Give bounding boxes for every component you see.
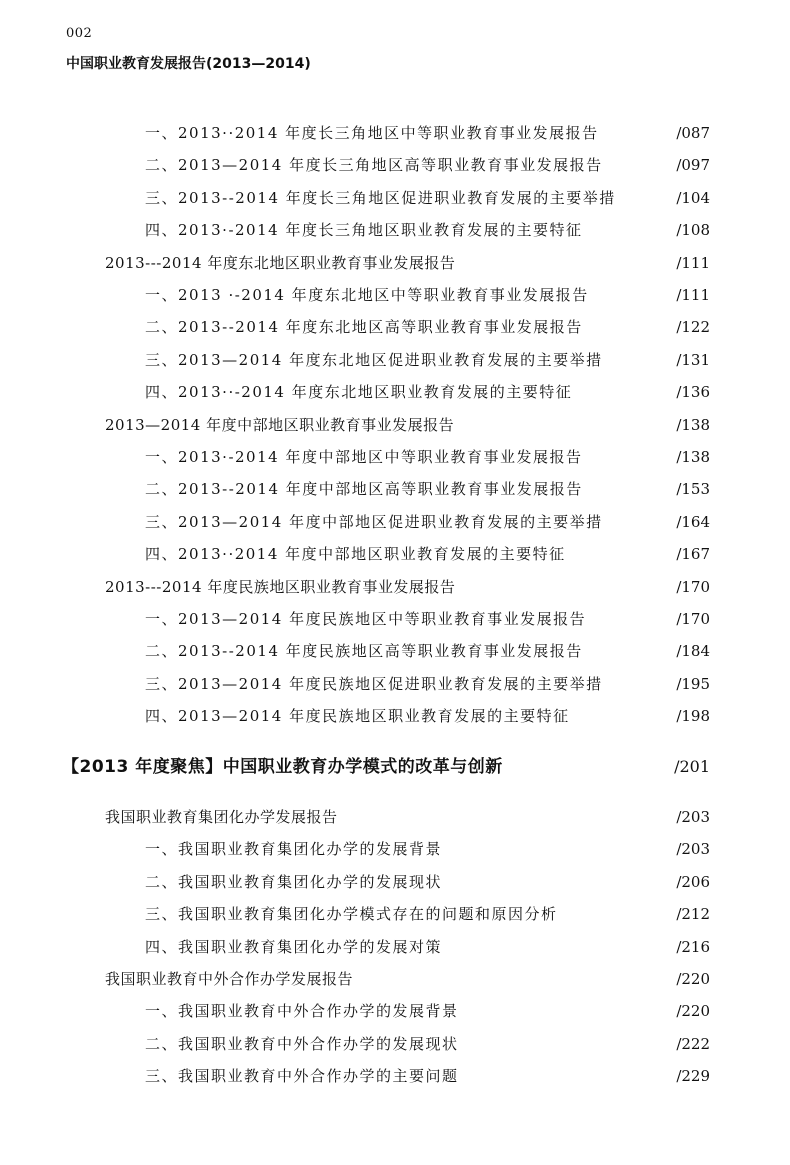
toc-entry [0, 752, 790, 782]
toc-entry [0, 410, 790, 440]
toc-entry [0, 996, 790, 1026]
toc-entry-page: /206 [676, 872, 710, 891]
toc-entry-title: 二、我国职业教育集团化办学的发展现状 [145, 872, 443, 891]
toc-entry-page: /184 [676, 642, 710, 661]
toc-entry [0, 118, 790, 148]
toc-entry-title: 一、我国职业教育集团化办学的发展背景 [145, 840, 443, 859]
toc-entry-title: 一、2013—2014 年度民族地区中等职业教育事业发展报告 [145, 610, 587, 628]
toc-entry-page: /087 [676, 124, 710, 142]
toc-entry-title: 三、2013—2014 年度中部地区促进职业教育发展的主要举措 [145, 512, 603, 531]
toc-entry [0, 604, 790, 634]
toc-entry-page: /170 [676, 577, 710, 596]
toc-entry [0, 802, 790, 832]
toc-entry-page: /167 [676, 545, 710, 564]
toc-entry [0, 669, 790, 699]
toc-entry-page: /138 [676, 415, 710, 434]
toc-entry-title: 一、我国职业教育中外合作办学的发展背景 [145, 1002, 459, 1021]
toc-entry [0, 867, 790, 897]
toc-entry [0, 442, 790, 472]
toc-entry [0, 701, 790, 731]
toc-entry [0, 150, 790, 180]
toc-entry-page: /212 [676, 905, 710, 924]
toc-entry-title: 三、2013--2014 年度长三角地区促进职业教育发展的主要举措 [145, 188, 616, 207]
toc-entry-title: 四、2013··2014 年度中部地区职业教育发展的主要特征 [145, 545, 566, 564]
toc-entry [0, 377, 790, 407]
toc-entry-page: /201 [674, 756, 710, 776]
toc-entry-page: /195 [676, 674, 710, 693]
toc-entry-title: 四、2013·-2014 年度长三角地区职业教育发展的主要特征 [145, 221, 583, 240]
toc-entry-title: 一、2013 ·-2014 年度东北地区中等职业教育事业发展报告 [145, 286, 589, 304]
toc-entry-title: 2013---2014 年度东北地区职业教育事业发展报告 [105, 253, 456, 272]
toc-entry [0, 474, 790, 504]
toc-entry-title: 二、2013--2014 年度中部地区高等职业教育事业发展报告 [145, 480, 583, 499]
toc-entry-title: 四、2013··-2014 年度东北地区职业教育发展的主要特征 [145, 383, 573, 402]
toc-entry-title: 二、2013—2014 年度长三角地区高等职业教育事业发展报告 [145, 156, 603, 175]
toc-entry-title: 四、2013—2014 年度民族地区职业教育发展的主要特征 [145, 707, 570, 726]
toc-entry-title: 二、2013--2014 年度民族地区高等职业教育事业发展报告 [145, 642, 583, 661]
toc-entry-page: /104 [676, 188, 710, 207]
toc-entry-page: /203 [676, 840, 710, 859]
toc-entry-title: 三、2013—2014 年度民族地区促进职业教育发展的主要举措 [145, 674, 603, 693]
toc-entry [0, 215, 790, 245]
toc-entry-title: 一、2013··2014 年度长三角地区中等职业教育事业发展报告 [145, 124, 599, 142]
toc-entry [0, 312, 790, 342]
toc-entry-title: 四、我国职业教育集团化办学的发展对策 [145, 937, 443, 956]
toc-entry-title: 一、2013·-2014 年度中部地区中等职业教育事业发展报告 [145, 448, 583, 466]
toc-entry-title: 我国职业教育集团化办学发展报告 [105, 808, 338, 826]
toc-entry [0, 1061, 790, 1091]
toc-entry-page: /198 [676, 707, 710, 726]
toc-entry-title: 三、我国职业教育集团化办学模式存在的问题和原因分析 [145, 905, 558, 924]
toc-entry-title: 2013—2014 年度中部地区职业教育事业发展报告 [105, 415, 455, 434]
toc-entry [0, 345, 790, 375]
toc-entry [0, 834, 790, 864]
toc-entry [0, 636, 790, 666]
toc-entry [0, 899, 790, 929]
toc-entry [0, 280, 790, 310]
toc-entry-page: /220 [676, 970, 710, 988]
toc-entry [0, 507, 790, 537]
toc-entry-page: /170 [676, 610, 710, 628]
toc-entry-title: 【2013 年度聚焦】中国职业教育办学模式的改革与创新 [62, 756, 503, 777]
running-header: 中国职业教育发展报告(2013—2014) [66, 56, 311, 72]
toc-entry-title: 2013---2014 年度民族地区职业教育事业发展报告 [105, 577, 456, 596]
toc-entry-page: /229 [676, 1067, 710, 1086]
toc-entry-page: /138 [676, 448, 710, 466]
toc-entry-page: /136 [676, 383, 710, 402]
toc-entry [0, 1029, 790, 1059]
toc-entry-title: 我国职业教育中外合作办学发展报告 [105, 970, 354, 988]
toc-entry-title: 二、我国职业教育中外合作办学的发展现状 [145, 1034, 459, 1053]
toc-entry-page: /222 [676, 1034, 710, 1053]
toc-entry [0, 248, 790, 278]
toc-entry [0, 183, 790, 213]
toc-entry-title: 三、我国职业教育中外合作办学的主要问题 [145, 1067, 459, 1086]
toc-entry-page: /164 [676, 512, 710, 531]
toc-entry [0, 539, 790, 569]
toc-entry-page: /108 [676, 221, 710, 240]
toc-entry-page: /097 [676, 156, 710, 175]
toc-entry [0, 964, 790, 994]
toc-entry [0, 932, 790, 962]
toc-entry-page: /153 [676, 480, 710, 499]
toc-entry-title: 三、2013—2014 年度东北地区促进职业教育发展的主要举措 [145, 350, 603, 369]
toc-entry-page: /111 [676, 286, 710, 304]
toc-entry-page: /203 [676, 808, 710, 826]
toc-entry-title: 二、2013--2014 年度东北地区高等职业教育事业发展报告 [145, 318, 583, 337]
toc-entry-page: /122 [676, 318, 710, 337]
page-number: 002 [66, 26, 93, 41]
toc-entry-page: /216 [676, 937, 710, 956]
toc-entry [0, 572, 790, 602]
toc-entry-page: /131 [676, 350, 710, 369]
toc-entry-page: /220 [676, 1002, 710, 1021]
toc-entry-page: /111 [676, 253, 710, 272]
